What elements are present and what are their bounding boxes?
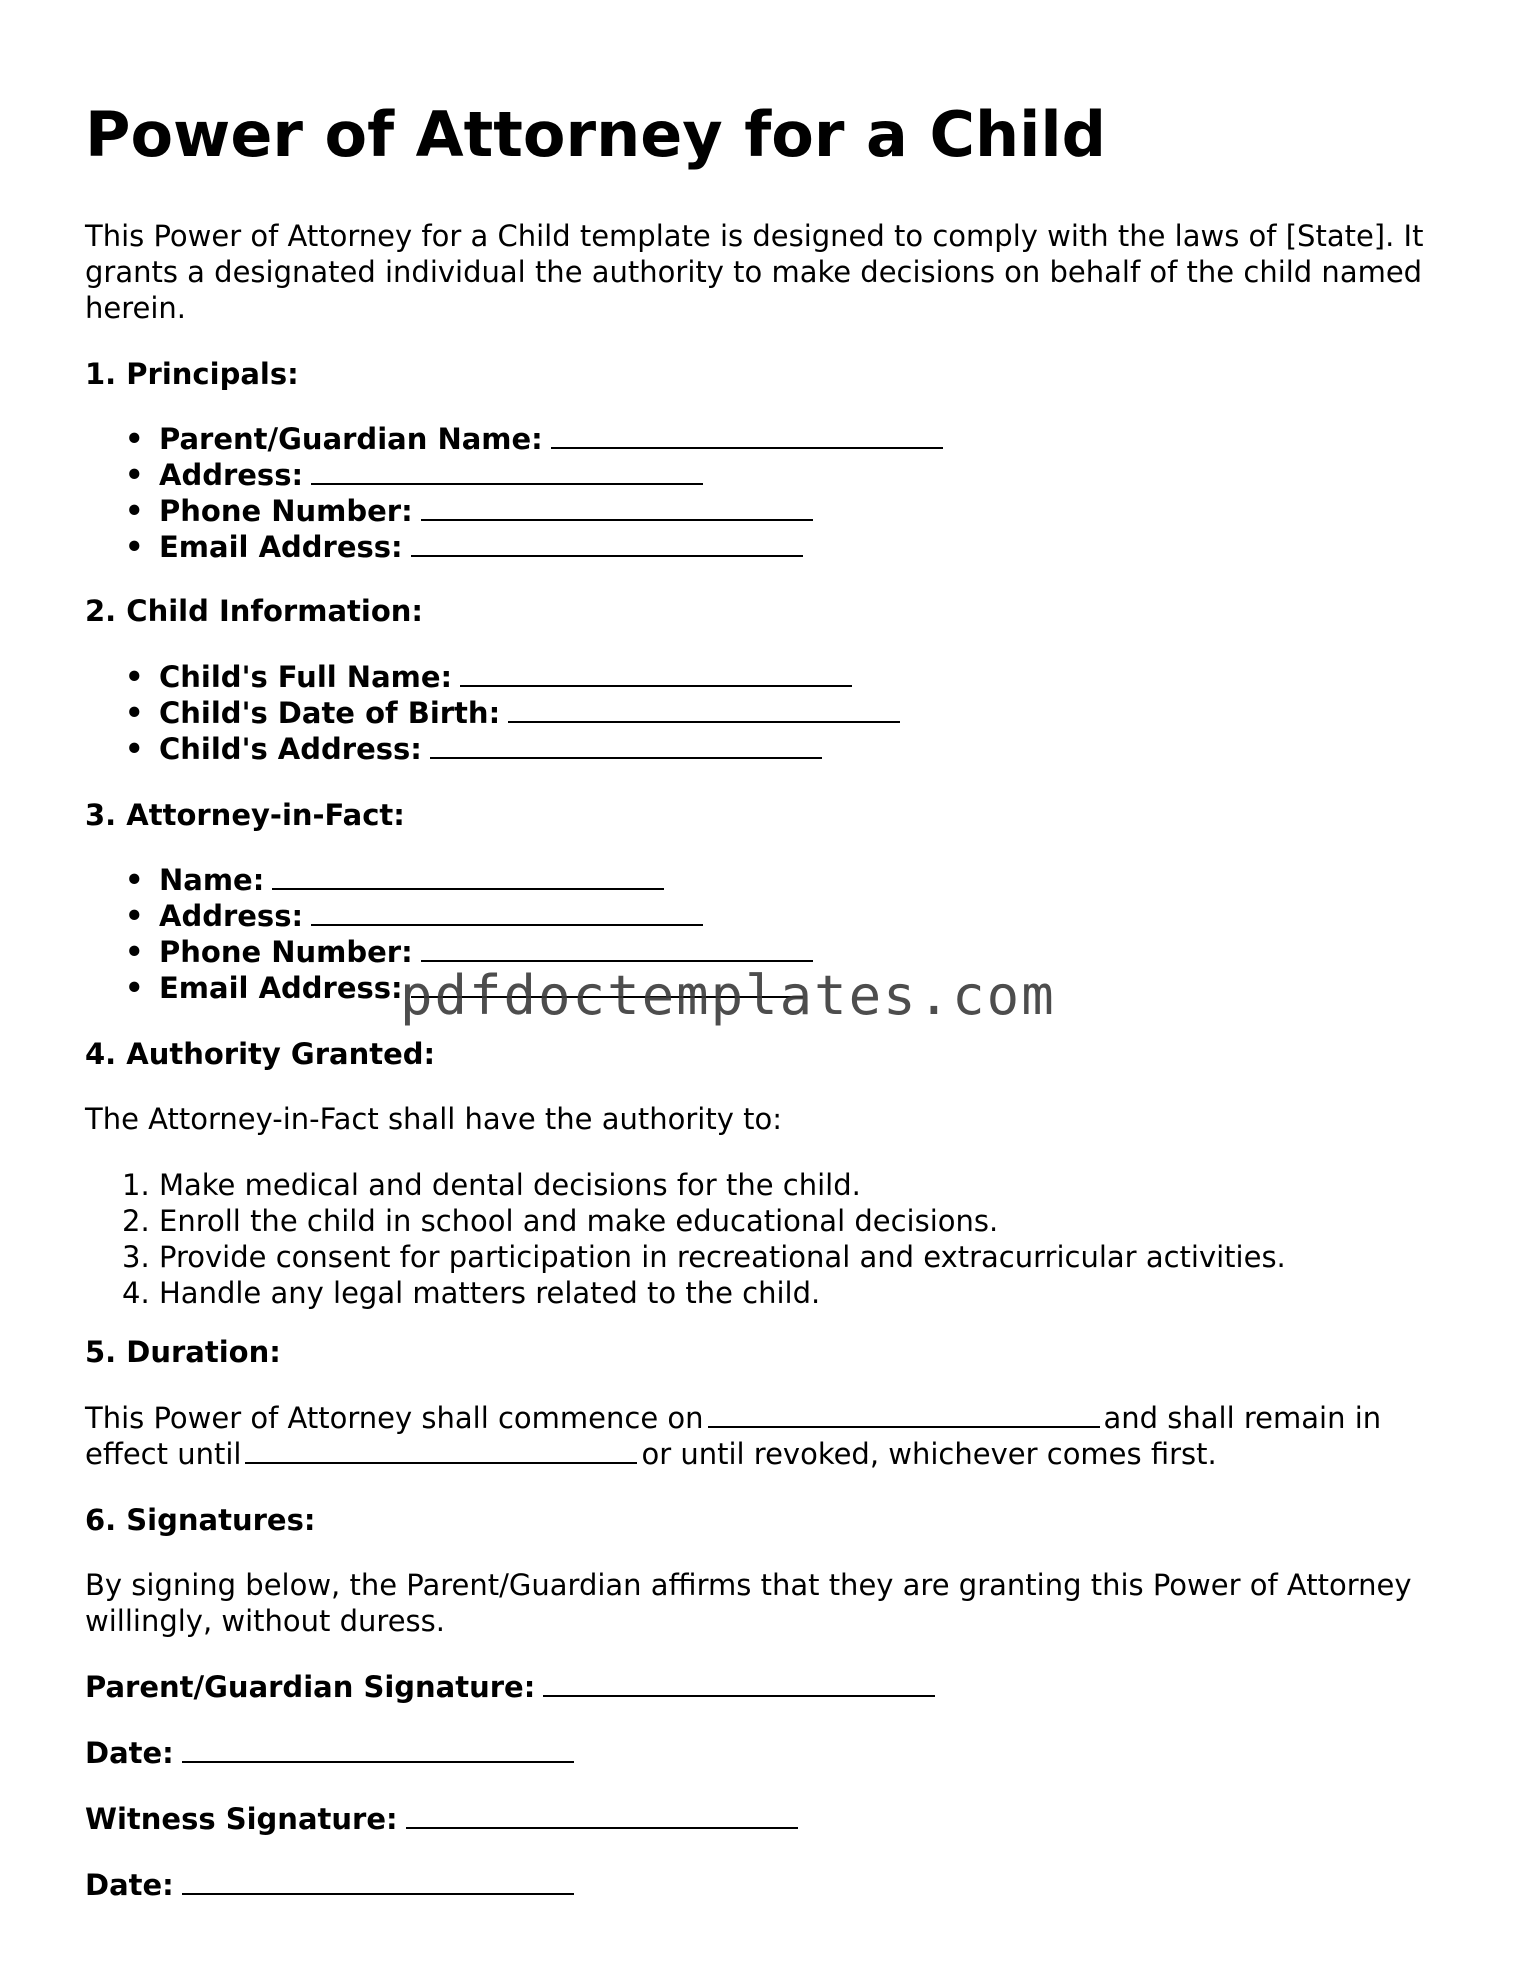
bullet-icon: • — [125, 971, 144, 1005]
field-child-dob — [85, 695, 900, 731]
bullet-icon: • — [125, 422, 144, 456]
section-attorney-heading: 3. Attorney-in-Fact: — [85, 798, 405, 832]
field-label: Email Address: — [159, 971, 403, 1005]
field-label: Name: — [159, 863, 265, 897]
witness-signature-line — [85, 1801, 798, 1837]
section-signatures-heading: 6. Signatures: — [85, 1503, 316, 1537]
section-child-heading: 2. Child Information: — [85, 594, 423, 628]
parent-name-blank[interactable] — [551, 421, 943, 449]
parent-date-line — [85, 1735, 574, 1771]
child-address-blank[interactable] — [430, 731, 822, 759]
item-number: 2. — [122, 1204, 150, 1238]
signatures-paragraph: By signing below, the Parent/Guardian affirms that they are granting this Power of Attorney willingly, without duress. — [85, 1568, 1412, 1638]
authority-item — [85, 1239, 1286, 1275]
date-label: Date: — [85, 1736, 174, 1770]
bullet-icon: • — [125, 660, 144, 694]
attorney-address-blank[interactable] — [311, 898, 703, 926]
bullet-icon: • — [125, 732, 144, 766]
parent-signature-line — [85, 1669, 935, 1705]
field-child-name — [85, 659, 900, 695]
signature-label: Witness Signature: — [85, 1802, 398, 1836]
section-authority-heading: 4. Authority Granted: — [85, 1037, 436, 1071]
bullet-icon: • — [125, 530, 144, 564]
duration-text-end: or until revoked, whichever comes first. — [641, 1437, 1217, 1471]
field-label: Child's Date of Birth: — [159, 696, 501, 730]
parent-date-blank[interactable] — [182, 1735, 574, 1763]
bullet-icon: • — [125, 696, 144, 730]
parent-phone-blank[interactable] — [421, 493, 813, 521]
item-text: Enroll the child in school and make educational decisions. — [159, 1204, 999, 1238]
field-label: Phone Number: — [159, 494, 413, 528]
intro-paragraph: This Power of Attorney for a Child template is designed to comply with the laws of [State]. It grants a designated individual the authority to make decisions on behalf of the child named herein. — [85, 219, 1424, 325]
bullet-icon: • — [125, 935, 144, 969]
child-name-blank[interactable] — [460, 659, 852, 687]
item-text: Make medical and dental decisions for the child. — [159, 1168, 861, 1202]
bullet-icon: • — [125, 494, 144, 528]
attorney-phone-blank[interactable] — [421, 934, 813, 962]
attorney-name-blank[interactable] — [272, 862, 664, 890]
field-parent-email — [85, 529, 943, 565]
item-number: 1. — [122, 1168, 150, 1202]
field-label: Child's Full Name: — [159, 660, 453, 694]
bullet-icon: • — [125, 863, 144, 897]
parent-address-blank[interactable] — [311, 457, 703, 485]
field-label: Parent/Guardian Name: — [159, 422, 543, 456]
witness-signature-blank[interactable] — [406, 1801, 798, 1829]
field-parent-phone — [85, 493, 943, 529]
duration-text-start: This Power of Attorney shall commence on — [85, 1401, 704, 1435]
child-dob-blank[interactable] — [508, 695, 900, 723]
commence-date-blank[interactable] — [708, 1400, 1100, 1428]
authority-item — [85, 1167, 1286, 1203]
item-number: 3. — [122, 1240, 150, 1274]
field-label: Phone Number: — [159, 935, 413, 969]
field-label: Address: — [159, 458, 304, 492]
field-parent-name — [85, 421, 943, 457]
item-number: 4. — [122, 1276, 150, 1310]
field-attorney-address — [85, 898, 813, 934]
witness-date-blank[interactable] — [182, 1867, 574, 1895]
item-text: Provide consent for participation in recreational and extracurricular activities. — [159, 1240, 1286, 1274]
duration-text-middle: and shall remain in effect until — [85, 1401, 1382, 1471]
section-principals-heading: 1. Principals: — [85, 357, 299, 391]
authority-item — [85, 1203, 1286, 1239]
watermark: pdfdoctemplates.com — [400, 964, 1056, 1027]
child-field-list — [85, 659, 900, 767]
field-label: Address: — [159, 899, 304, 933]
duration-paragraph — [85, 1400, 1465, 1472]
authority-list — [85, 1167, 1286, 1311]
parent-email-blank[interactable] — [411, 529, 803, 557]
parent-signature-blank[interactable] — [543, 1669, 935, 1697]
principals-field-list — [85, 421, 943, 565]
field-label: Child's Address: — [159, 732, 422, 766]
section-duration-heading: 5. Duration: — [85, 1335, 281, 1369]
signature-label: Parent/Guardian Signature: — [85, 1670, 536, 1704]
date-label: Date: — [85, 1868, 174, 1902]
bullet-icon: • — [125, 899, 144, 933]
authority-item — [85, 1275, 1286, 1311]
field-attorney-name — [85, 862, 813, 898]
bullet-icon: • — [125, 458, 144, 492]
document-title: Power of Attorney for a Child — [85, 98, 1106, 171]
field-child-address — [85, 731, 900, 767]
authority-intro: The Attorney-in-Fact shall have the authority to: — [85, 1102, 782, 1136]
item-text: Handle any legal matters related to the child. — [159, 1276, 821, 1310]
end-date-blank[interactable] — [245, 1436, 637, 1464]
witness-date-line — [85, 1867, 574, 1903]
field-parent-address — [85, 457, 943, 493]
field-label: Email Address: — [159, 530, 403, 564]
